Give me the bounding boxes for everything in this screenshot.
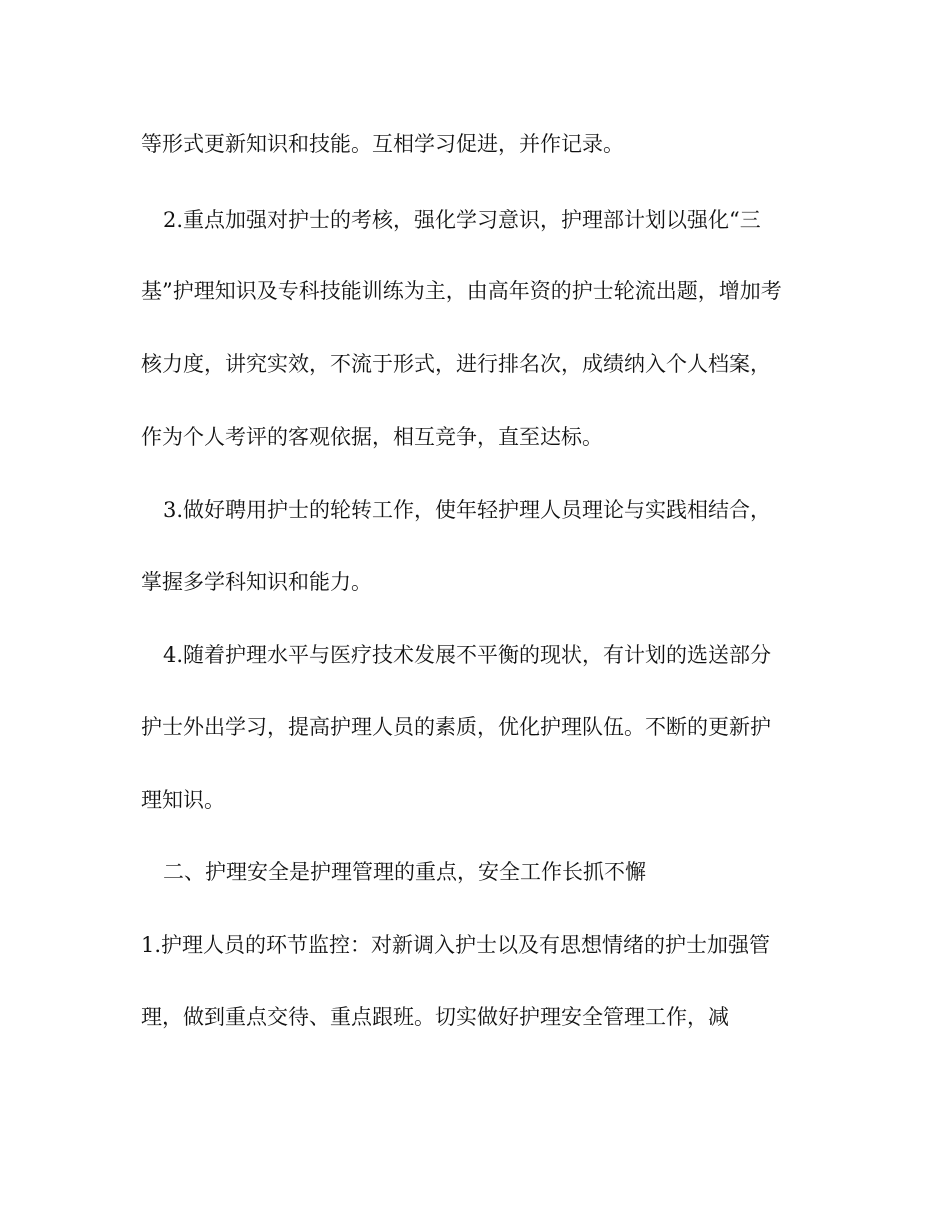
text-line-13: 理，做到重点交待、重点跟班。切实做好护理安全管理工作，减 xyxy=(141,1005,729,1029)
text-line-12: 1.护理人员的环节监控：对新调入护士以及有思想情绪的护士加强管 xyxy=(141,933,771,957)
text-line-8: 4.随着护理水平与医疗技术发展不平衡的现状，有计划的选送部分 xyxy=(163,643,772,667)
text-line-7: 掌握多学科知识和能力。 xyxy=(141,570,372,594)
text-line-10: 理知识。 xyxy=(141,788,225,812)
text-line-2: 2.重点加强对护士的考核，强化学习意识，护理部计划以强化“三 xyxy=(163,208,761,232)
text-line-6: 3.做好聘用护士的轮转工作，使年轻护理人员理论与实践相结合， xyxy=(163,498,772,522)
text-line-3: 基”护理知识及专科技能训练为主，由高年资的护士轮流出题，增加考 xyxy=(141,279,782,303)
text-line-1: 等形式更新知识和技能。互相学习促进，并作记录。 xyxy=(141,132,624,156)
text-line-9: 护士外出学习，提高护理人员的素质，优化护理队伍。不断的更新护 xyxy=(141,715,771,739)
section-heading: 二、护理安全是护理管理的重点，安全工作长抓不懈 xyxy=(163,860,646,884)
text-line-5: 作为个人考评的客观依据，相互竞争，直至达标。 xyxy=(141,425,603,449)
text-line-4: 核力度，讲究实效，不流于形式，进行排名次，成绩纳入个人档案， xyxy=(141,352,771,376)
